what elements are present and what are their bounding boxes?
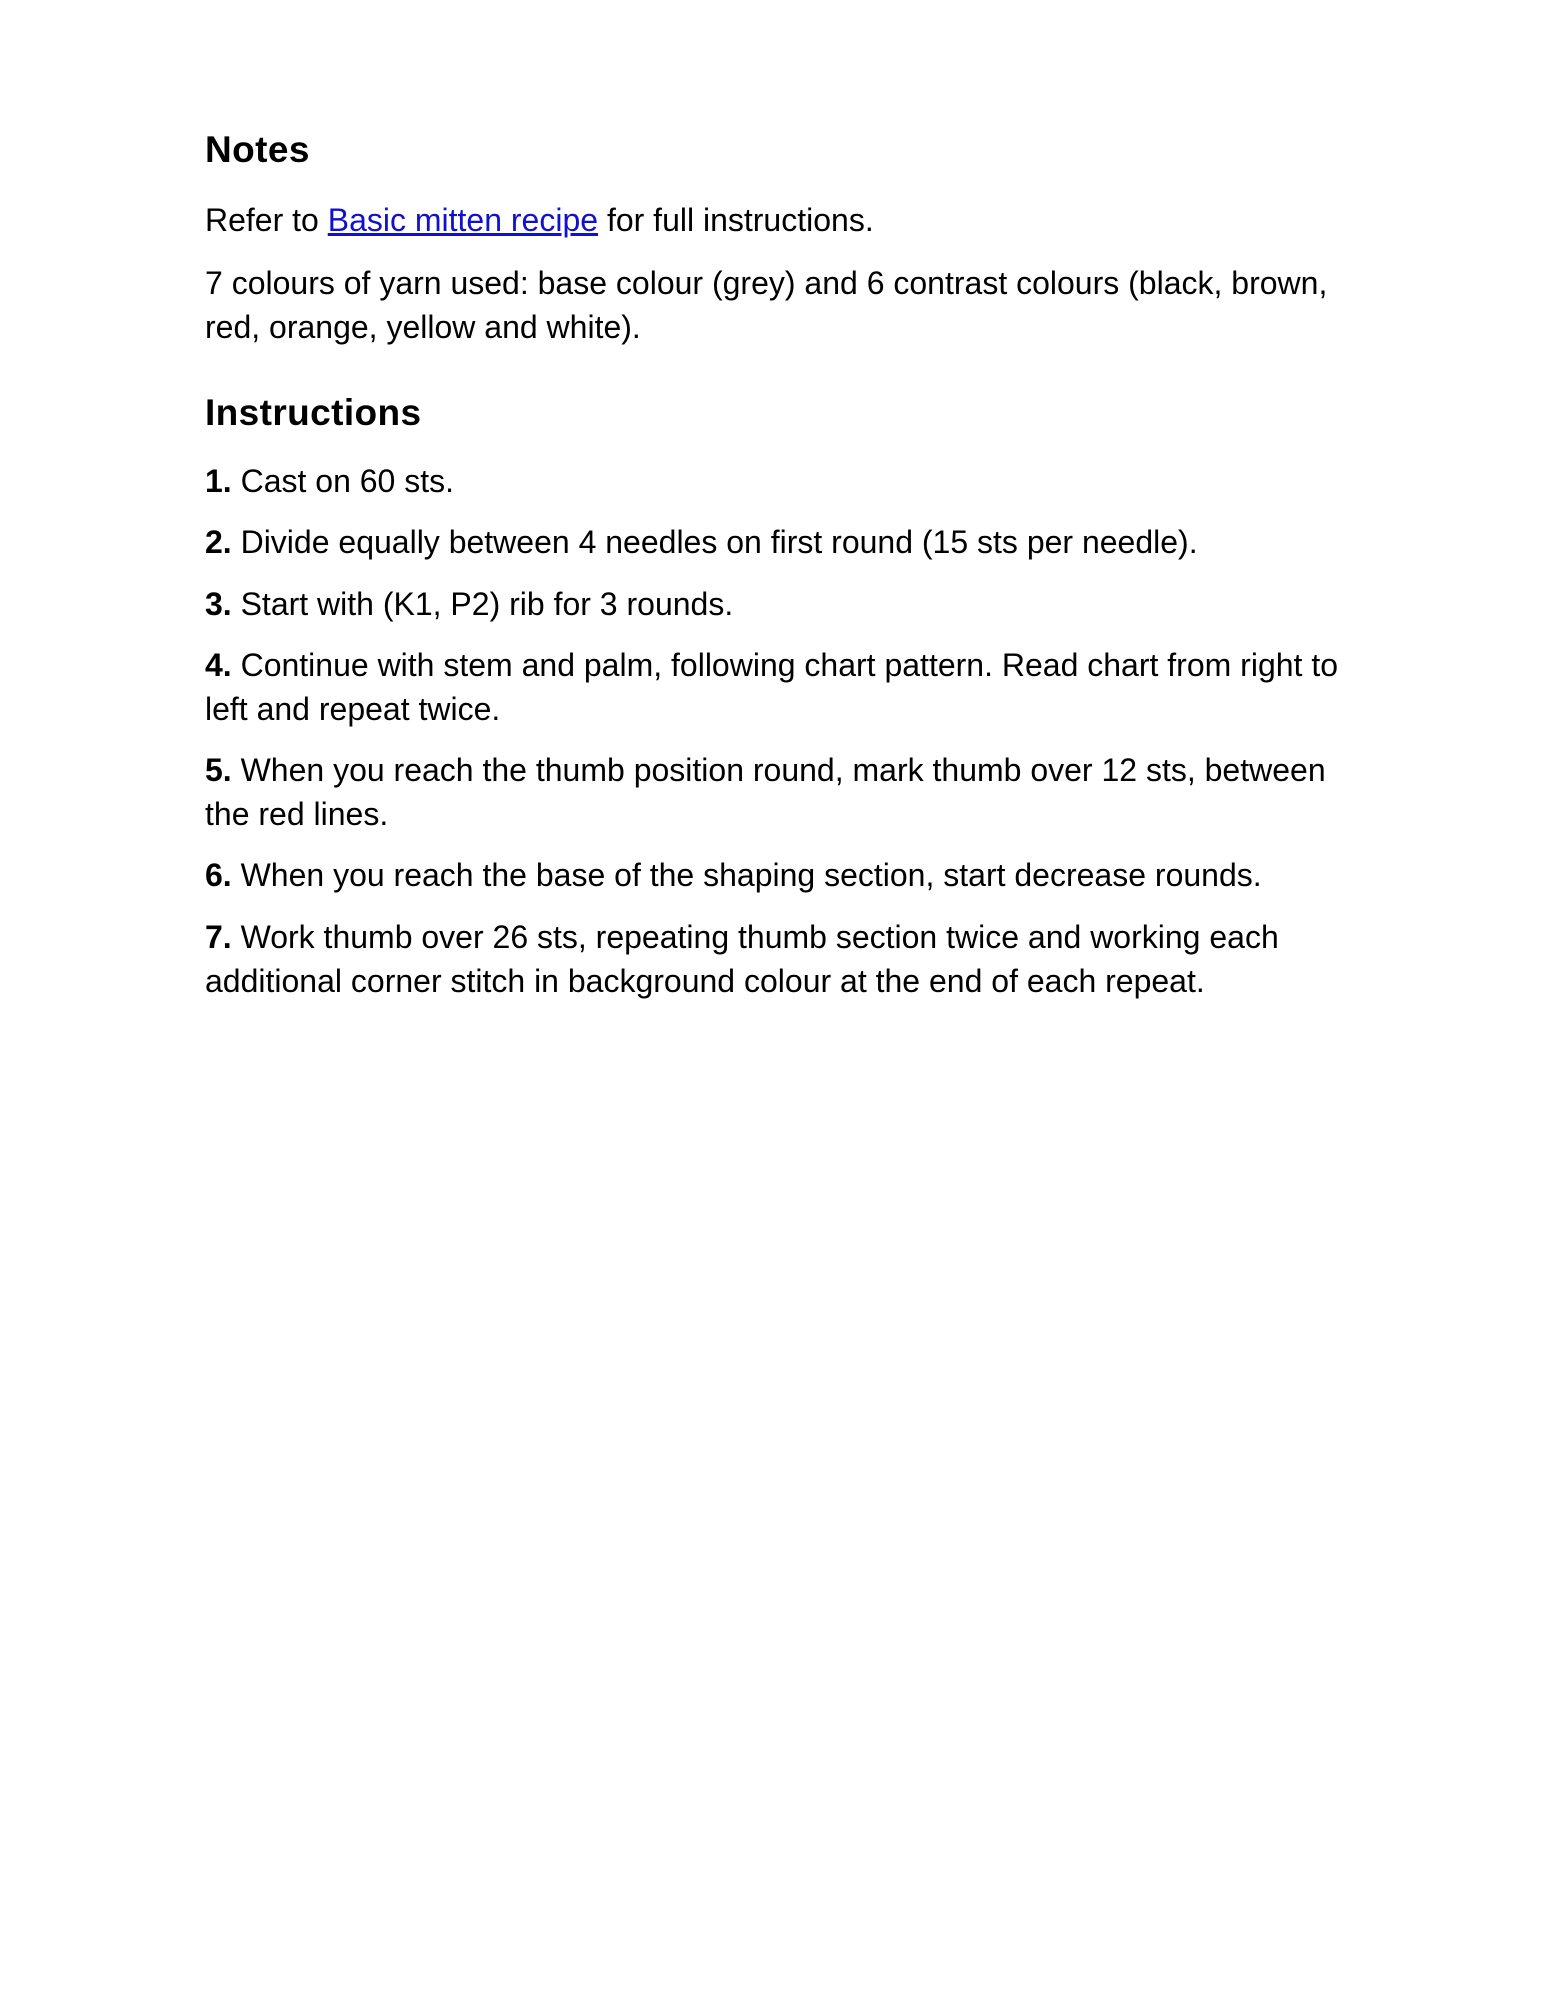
step-text: Start with (K1, P2) rib for 3 rounds. [231, 585, 734, 622]
step-text: Cast on 60 sts. [231, 463, 455, 500]
step-number: 6. [205, 857, 232, 894]
step-number: 3. [205, 585, 232, 622]
step-number: 1. [205, 463, 232, 500]
step-text: When you reach the base of the shaping section, start decrease rounds. [231, 857, 1262, 894]
step-number: 7. [205, 918, 232, 955]
instruction-step [205, 582, 1365, 626]
basic-mitten-recipe-link[interactable]: Basic mitten recipe [327, 202, 599, 239]
step-number: 2. [205, 524, 232, 561]
instruction-step [205, 853, 1365, 897]
notes-text-after-link: for full instructions. [598, 202, 874, 239]
step-number: 5. [205, 752, 232, 789]
instructions-step-list [205, 459, 1400, 1003]
notes-heading: Notes [205, 129, 310, 170]
notes-text-before-link: Refer to [205, 202, 328, 239]
instruction-step [205, 915, 1365, 1003]
step-text: Work thumb over 26 sts, repeating thumb section twice and working each additional corner stitch in background colour at the end of each repeat. [205, 918, 1279, 999]
instructions-heading: Instructions [205, 391, 422, 433]
notes-paragraph-recipe [205, 198, 1365, 242]
instruction-step [205, 520, 1365, 564]
step-text: When you reach the thumb position round, mark thumb over 12 sts, between the red lines. [205, 752, 1326, 833]
step-text: Continue with stem and palm, following chart pattern. Read chart from right to left and repeat twice. [205, 646, 1338, 727]
step-text: Divide equally between 4 needles on first round (15 sts per needle). [231, 524, 1198, 561]
step-number: 4. [205, 646, 232, 683]
instruction-step [205, 748, 1365, 836]
instruction-step [205, 643, 1365, 731]
notes-paragraph-colours: 7 colours of yarn used: base colour (grey) and 6 contrast colours (black, brown, red, orange, yellow and white). [205, 264, 1328, 345]
instruction-step [205, 459, 1365, 503]
